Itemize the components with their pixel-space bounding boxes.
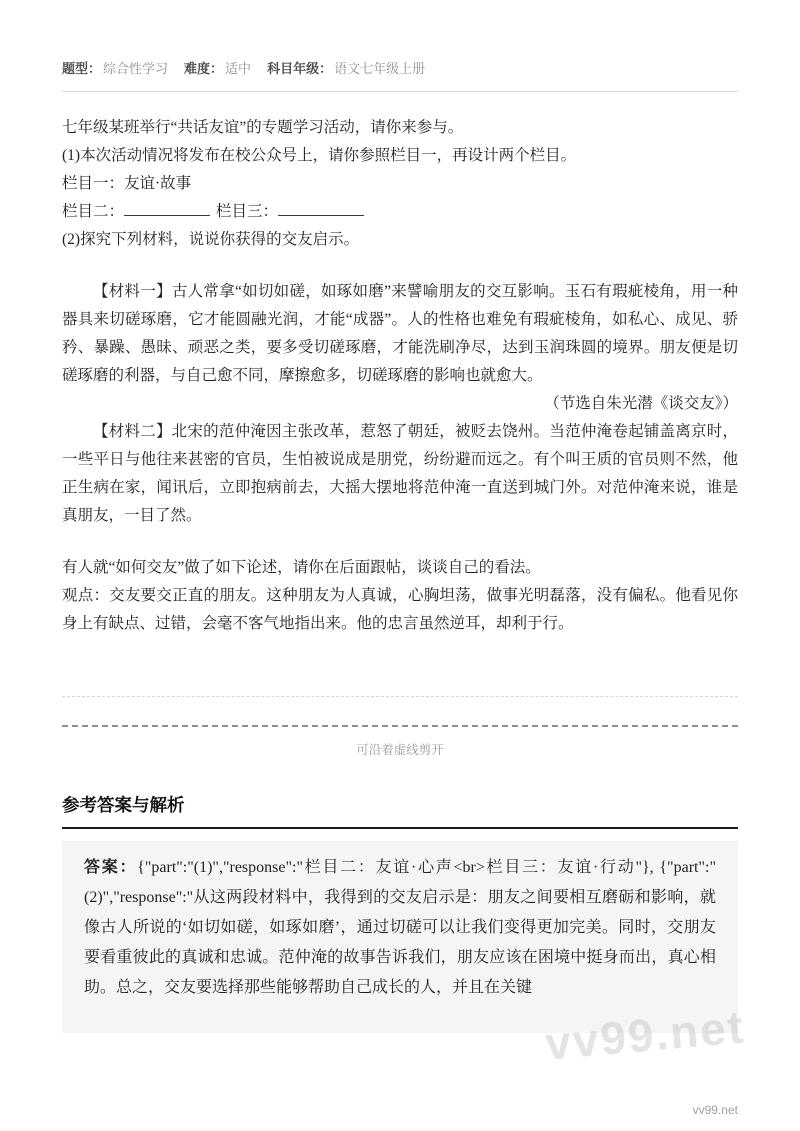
meta-divider <box>62 91 738 92</box>
spacer <box>62 254 738 278</box>
column3-label: 栏目三： <box>216 203 279 220</box>
cut-dashed-line-thin <box>62 696 738 697</box>
meta-subject-value: 语文七年级上册 <box>334 61 426 76</box>
answer-label: 答案： <box>84 859 138 876</box>
column2-blank <box>124 201 210 216</box>
question-part2: (2)探究下列材料，说说你获得的交友启示。 <box>62 231 360 248</box>
spacer <box>62 530 738 554</box>
answer-section-title: 参考答案与解析 <box>62 795 185 815</box>
meta-difficulty <box>184 60 251 78</box>
question-meta <box>62 0 738 78</box>
discussion-line: 有人就“如何交友”做了如下论述，请你在后面跟帖，谈谈自己的看法。 <box>62 559 541 576</box>
question-intro: 七年级某班举行“共话友谊”的专题学习活动，请你来参与。 <box>62 119 464 136</box>
meta-difficulty-value: 适中 <box>225 61 252 76</box>
viewpoint-paragraph: 观点：交友要交正直的朋友。这种朋友为人真诚，心胸坦荡，做事光明磊落，没有偏私。他看见你身上有缺点、过错，会毫不客气地指出来。他的忠言虽然逆耳，却利于行。 <box>62 587 738 632</box>
material-1-paragraph: 【材料一】古人常拿“如切如磋，如琢如磨”来譬喻朋友的交互影响。玉石有瑕疵棱角，用一种器具来切磋琢磨，它才能圆融光润，才能“成器”。人的性格也难免有瑕疵棱角，如私心、成见、骄矜、暴躁、愚昧、顽恶之类，要多受切磋琢磨，才能洗刷净尽，达到玉润珠圆的境界。朋友便是切磋琢磨的利器，与自己愈不同，摩擦愈多，切磋琢磨的影响也就愈大。 <box>62 283 738 384</box>
answer-box <box>62 841 738 1033</box>
answer-section-divider <box>62 827 738 829</box>
question-part1: (1)本次活动情况将发布在校公众号上，请你参照栏目一，再设计两个栏目。 <box>62 147 577 164</box>
answer-text: {"part":"(1)","response":"栏目二：友谊·心声<br>栏目三：友谊·行动"}, {"part":"(2)","response":"从这两段材料中，我得到的交友启示是：朋友之间要相互磨砺和影响，就像古人所说的‘如切如磋，如琢如磨’，通过切磋可以让我们变得更加完美。同时，交朋友要看重彼此的真诚和忠诚。范仲淹的故事告诉我们，朋友应该在困境中挺身而出，真心相助。总之，交友要选择那些能够帮助自己成长的人，并且在关键 <box>84 859 716 996</box>
material-1-source: （节选自朱光潜《谈交友》） <box>544 395 738 412</box>
meta-type-value: 综合性学习 <box>103 61 169 76</box>
column2-label: 栏目二： <box>62 203 125 220</box>
meta-difficulty-label: 难度： <box>184 61 224 76</box>
cut-hint-text: 可沿着虚线剪开 <box>356 743 444 757</box>
column1-line: 栏目一：友谊·故事 <box>62 175 192 192</box>
answer-paragraph <box>84 853 716 1003</box>
meta-type-label: 题型： <box>62 61 102 76</box>
question-body <box>62 114 738 638</box>
watermark: vv99.net <box>542 1000 747 1070</box>
footer-site-url: vv99.net <box>692 1103 738 1117</box>
material-2-paragraph: 【材料二】北宋的范仲淹因主张改革，惹怒了朝廷，被贬去饶州。当范仲淹卷起铺盖离京时，一些平日与他往来甚密的官员，生怕被说成是朋党，纷纷避而远之。有个叫王质的官员则不然，他正生病在家，闻讯后，立即抱病前去，大摇大摆地将范仲淹一直送到城门外。对范仲淹来说，谁是真朋友，一目了然。 <box>62 423 738 524</box>
columns-blank-line <box>62 198 738 226</box>
column3-blank <box>278 201 364 216</box>
meta-subject-label: 科目年级： <box>267 61 333 76</box>
meta-type <box>62 60 168 78</box>
meta-subject <box>267 60 425 78</box>
cut-dashed-line-thick <box>62 725 738 727</box>
